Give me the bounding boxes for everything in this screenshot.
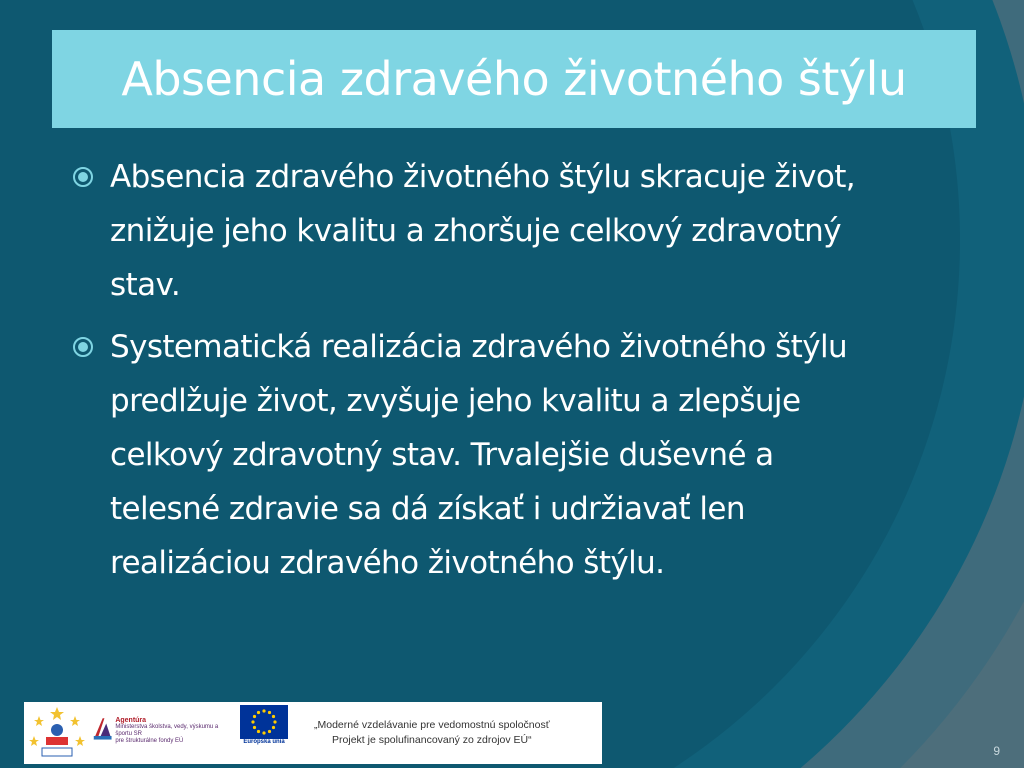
agentura-logo-icon <box>92 713 113 743</box>
bullet-text: Absencia zdravého životného štýlu skracuje život, znižuje jeho kvalitu a zhoršuje celkový zdravotný stav. <box>110 159 856 303</box>
footer-line-1: „Moderné vzdelávanie pre vedomostnú spoločnosť <box>314 719 550 731</box>
footer-logo-strip <box>24 702 602 764</box>
eu-caption: Európska únia <box>243 739 285 745</box>
bullet-item <box>72 320 872 590</box>
bullet-item <box>72 150 872 312</box>
agentura-text <box>115 717 232 745</box>
eu-flag-icon <box>240 705 288 739</box>
page-number: 9 <box>993 744 1000 758</box>
slide-title: Absencia zdravého životného štýlu <box>121 52 907 106</box>
agentura-logo <box>92 705 232 761</box>
kvalita-logo-icon <box>28 704 86 762</box>
agentura-line: Ministerstva školstva, vedy, výskumu a športu SR <box>115 724 219 737</box>
title-bar <box>52 30 976 128</box>
circle-bullet-icon <box>72 166 94 188</box>
eu-logo <box>236 705 292 761</box>
bullet-text: Systematická realizácia zdravého životného štýlu predlžuje život, zvyšuje jeho kvalitu a zlepšuje celkový zdravotný stav. Trvalejšie duševné a telesné zdravie sa dá získať i udržiavať len realizáciou zdravého životného štýlu. <box>110 329 848 581</box>
footer-line-2: Projekt je spolufinancovaný zo zdrojov EÚ“ <box>332 734 532 746</box>
agentura-title: Agentúra <box>115 717 147 724</box>
bullet-list <box>72 150 872 598</box>
footer-project-text <box>314 718 550 748</box>
agentura-line: pre štrukturálne fondy EÚ <box>115 738 184 744</box>
circle-bullet-icon <box>72 336 94 358</box>
